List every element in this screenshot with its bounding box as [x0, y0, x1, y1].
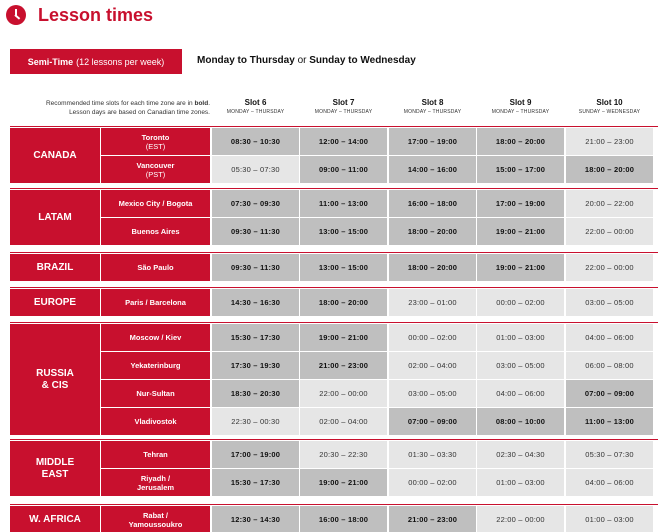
- time-cell: 18:30 – 20:30: [212, 380, 299, 407]
- plan-name: Semi-Time: [27, 56, 74, 67]
- time-cell: 18:00 – 20:00: [389, 218, 476, 245]
- city-name: Moscow / Kiev: [129, 333, 182, 342]
- time-cell: 14:30 – 16:30: [212, 289, 299, 316]
- time-cell: 07:30 – 09:30: [212, 190, 299, 217]
- slot-days: MONDAY – THURSDAY: [491, 109, 550, 115]
- time-cell: 18:00 – 20:00: [300, 289, 387, 316]
- city-name: Riyadh / Jerusalem: [136, 473, 175, 492]
- slot-name: Slot 8: [421, 98, 444, 107]
- slot-name: Slot 6: [244, 98, 267, 107]
- slot-days: MONDAY – THURSDAY: [403, 109, 462, 115]
- time-cell: 15:30 – 17:30: [212, 469, 299, 496]
- city-name: Paris / Barcelona: [125, 298, 186, 307]
- slot-days: MONDAY – THURSDAY: [226, 109, 285, 115]
- region-label: EUROPE: [10, 289, 100, 316]
- region-label: CANADA: [10, 128, 100, 183]
- city-label: [101, 128, 210, 155]
- time-cell: 11:00 – 13:00: [566, 408, 653, 435]
- city-name: Buenos Aires: [131, 227, 180, 236]
- slot-header: [566, 98, 653, 122]
- slot-name: Slot 7: [332, 98, 355, 107]
- time-cell: 13:00 – 15:00: [300, 218, 387, 245]
- days-option-a: Monday to Thursday: [197, 55, 295, 66]
- city-name: Yekaterinburg: [130, 361, 181, 370]
- region-label: W. AFRICA: [10, 506, 100, 532]
- time-cell: 22:00 – 00:00: [477, 506, 564, 532]
- city-label: [101, 254, 210, 281]
- time-cell: 05:30 – 07:30: [212, 156, 299, 183]
- time-cell: 22:00 – 00:00: [566, 254, 653, 281]
- city-timezone: (EST): [145, 141, 166, 151]
- time-cell: 08:00 – 10:00: [477, 408, 564, 435]
- time-cell: 12:00 – 14:00: [300, 128, 387, 155]
- time-cell: 19:00 – 21:00: [477, 218, 564, 245]
- city-name: Vancouver: [136, 160, 175, 170]
- time-cell: 03:00 – 05:00: [477, 352, 564, 379]
- time-cell: 03:00 – 05:00: [566, 289, 653, 316]
- time-cell: 12:30 – 14:30: [212, 506, 299, 532]
- slot-header: [300, 98, 387, 122]
- time-cell: 14:00 – 16:00: [389, 156, 476, 183]
- lesson-days: [197, 55, 416, 66]
- group-divider: [10, 126, 658, 127]
- city-name: Vladivostok: [134, 417, 177, 426]
- note-recommended: Recommended time slots for each time zone are in bold.: [45, 100, 210, 107]
- group-divider: [10, 287, 658, 288]
- city-name: Rabat / Yamoussoukro: [128, 510, 183, 529]
- time-cell: 17:00 – 19:00: [477, 190, 564, 217]
- time-cell: 00:00 – 02:00: [477, 289, 564, 316]
- time-cell: 08:30 – 10:30: [212, 128, 299, 155]
- city-name: Tehran: [143, 450, 168, 459]
- time-cell: 07:00 – 09:00: [389, 408, 476, 435]
- slot-days: MONDAY – THURSDAY: [314, 109, 373, 115]
- time-cell: 06:00 – 08:00: [566, 352, 653, 379]
- city-label: [101, 506, 210, 532]
- time-cell: 02:00 – 04:00: [300, 408, 387, 435]
- time-cell: 17:30 – 19:30: [212, 352, 299, 379]
- city-name: Mexico City / Bogota: [118, 199, 193, 208]
- time-cell: 21:00 – 23:00: [300, 352, 387, 379]
- group-divider: [10, 504, 658, 505]
- time-cell: 16:00 – 18:00: [389, 190, 476, 217]
- region-label: LATAM: [10, 190, 100, 245]
- time-cell: 18:00 – 20:00: [477, 128, 564, 155]
- time-cell: 13:00 – 15:00: [300, 254, 387, 281]
- time-cell: 09:30 – 11:30: [212, 254, 299, 281]
- time-cell: 18:00 – 20:00: [389, 254, 476, 281]
- city-name: São Paulo: [137, 263, 174, 272]
- city-label: [101, 289, 210, 316]
- time-cell: 04:00 – 06:00: [477, 380, 564, 407]
- time-cell: 01:00 – 03:00: [477, 324, 564, 351]
- time-cell: 02:30 – 04:30: [477, 441, 564, 468]
- slot-header: [477, 98, 564, 122]
- group-divider: [10, 439, 658, 440]
- time-cell: 01:30 – 03:30: [389, 441, 476, 468]
- time-cell: 17:00 – 19:00: [212, 441, 299, 468]
- slot-header: [212, 98, 299, 122]
- time-cell: 19:00 – 21:00: [477, 254, 564, 281]
- slot-name: Slot 10: [596, 98, 623, 107]
- time-cell: 01:00 – 03:00: [477, 469, 564, 496]
- city-label: [101, 218, 210, 245]
- city-name: Toronto: [141, 132, 170, 142]
- time-cell: 19:00 – 21:00: [300, 469, 387, 496]
- city-label: [101, 156, 210, 183]
- city-name: Nur-Sultan: [136, 389, 175, 398]
- city-label: [101, 324, 210, 351]
- time-cell: 09:30 – 11:30: [212, 218, 299, 245]
- slot-days: SUNDAY – WEDNESDAY: [578, 109, 641, 115]
- time-cell: 21:00 – 23:00: [566, 128, 653, 155]
- plan-badge: [10, 49, 182, 74]
- region-label: RUSSIA & CIS: [10, 324, 100, 435]
- time-cell: 22:00 – 00:00: [566, 218, 653, 245]
- page-header: [6, 2, 153, 28]
- time-cell: 22:00 – 00:00: [300, 380, 387, 407]
- time-cell: 17:00 – 19:00: [389, 128, 476, 155]
- slot-header: [389, 98, 476, 122]
- time-cell: 00:00 – 02:00: [389, 469, 476, 496]
- time-cell: 07:00 – 09:00: [566, 380, 653, 407]
- note-days: Lesson days are based on Canadian time zones.: [69, 109, 210, 116]
- page-title: Lesson times: [38, 4, 154, 25]
- time-cell: 01:00 – 03:00: [566, 506, 653, 532]
- city-label: [101, 408, 210, 435]
- time-cell: 16:00 – 18:00: [300, 506, 387, 532]
- time-cell: 18:00 – 20:00: [566, 156, 653, 183]
- time-cell: 23:00 – 01:00: [389, 289, 476, 316]
- time-cell: 15:00 – 17:00: [477, 156, 564, 183]
- time-cell: 20:30 – 22:30: [300, 441, 387, 468]
- time-cell: 19:00 – 21:00: [300, 324, 387, 351]
- days-or: or: [297, 55, 307, 66]
- clock-icon: [6, 5, 26, 25]
- city-label: [101, 469, 210, 496]
- time-cell: 02:00 – 04:00: [389, 352, 476, 379]
- group-divider: [10, 322, 658, 323]
- city-label: [101, 190, 210, 217]
- city-label: [101, 380, 210, 407]
- time-cell: 22:30 – 00:30: [212, 408, 299, 435]
- slot-name: Slot 9: [509, 98, 532, 107]
- region-label: BRAZIL: [10, 254, 100, 281]
- plan-detail: (12 lessons per week): [76, 56, 165, 67]
- days-option-b: Sunday to Wednesday: [309, 55, 416, 66]
- time-cell: 00:00 – 02:00: [389, 324, 476, 351]
- time-cell: 03:00 – 05:00: [389, 380, 476, 407]
- city-timezone: (PST): [145, 169, 166, 179]
- time-cell: 04:00 – 06:00: [566, 324, 653, 351]
- group-divider: [10, 188, 658, 189]
- time-cell: 20:00 – 22:00: [566, 190, 653, 217]
- region-label: MIDDLE EAST: [10, 441, 100, 496]
- time-cell: 15:30 – 17:30: [212, 324, 299, 351]
- time-cell: 05:30 – 07:30: [566, 441, 653, 468]
- city-label: [101, 441, 210, 468]
- time-cell: 11:00 – 13:00: [300, 190, 387, 217]
- group-divider: [10, 252, 658, 253]
- city-label: [101, 352, 210, 379]
- time-cell: 21:00 – 23:00: [389, 506, 476, 532]
- time-cell: 04:00 – 06:00: [566, 469, 653, 496]
- time-cell: 09:00 – 11:00: [300, 156, 387, 183]
